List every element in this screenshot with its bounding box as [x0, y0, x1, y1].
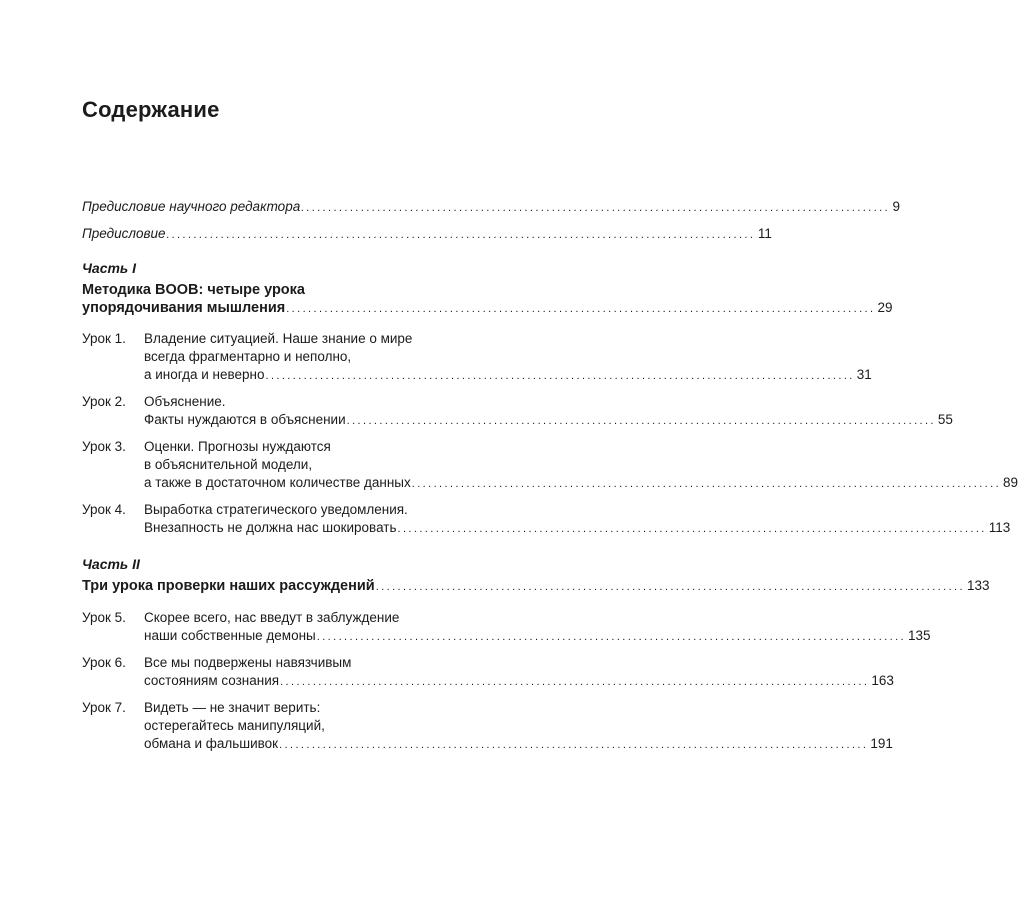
- toc-entry-part-1[interactable]: [82, 299, 893, 318]
- toc-page-number: 29: [877, 300, 893, 315]
- part-2-label: Часть II: [82, 556, 140, 572]
- toc-page-number: 89: [1003, 475, 1018, 490]
- toc-entry-text: состояниям сознания: [144, 673, 280, 688]
- lesson-number: Урок 7.: [82, 700, 126, 715]
- lesson-number: Урок 4.: [82, 502, 126, 517]
- toc-entry-text: Внезапность не должна нас шокировать: [144, 520, 397, 535]
- part-1-title[interactable]: Методика BOOB: четыре урока: [82, 282, 305, 298]
- dot-leader: ............................................................................................................: [286, 303, 876, 315]
- toc-page-number: 135: [908, 628, 931, 643]
- toc-entry-text: наши собственные демоны: [144, 628, 316, 643]
- lesson-title-line: Выработка стратегического уведомления.: [144, 502, 408, 517]
- lesson-number: Урок 6.: [82, 655, 126, 670]
- lesson-title-line: в объяснительной модели,: [144, 457, 313, 472]
- toc-entry-lesson-1[interactable]: [144, 366, 872, 385]
- toc-entry-lesson-4[interactable]: [144, 519, 1011, 538]
- lesson-title-line: Объяснение.: [144, 394, 226, 409]
- toc-entry-text: Предисловие: [82, 226, 166, 241]
- dot-leader: ............................................................................................................: [280, 676, 870, 688]
- toc-entry-part-2[interactable]: [82, 577, 990, 596]
- dot-leader: ............................................................................................................: [375, 581, 965, 593]
- lesson-title-line: всегда фрагментарно и неполно,: [144, 349, 352, 364]
- toc-page-number: 31: [856, 367, 872, 382]
- part-1-label: Часть I: [82, 260, 137, 276]
- lesson-title-line: Все мы подвержены навязчивым: [144, 655, 352, 670]
- toc-page-number: 163: [871, 673, 894, 688]
- toc-entry-lesson-5[interactable]: [144, 627, 931, 646]
- dot-leader: ............................................................................................................: [316, 631, 907, 643]
- toc-entry-text: а также в достаточном количестве данных: [144, 475, 411, 490]
- dot-leader: ............................................................................................................: [411, 478, 1002, 490]
- toc-entry-text: Три урока проверки наших рассуждений: [82, 578, 375, 594]
- page-title: Содержание: [82, 97, 220, 122]
- lesson-title-line: остерегайтесь манипуляций,: [144, 718, 325, 733]
- lesson-number: Урок 5.: [82, 610, 126, 625]
- dot-leader: ............................................................................................................: [301, 202, 891, 214]
- lesson-number: Урок 1.: [82, 331, 126, 346]
- toc-page-number: 113: [988, 520, 1011, 535]
- dot-leader: ............................................................................................................: [279, 739, 869, 751]
- toc-page-number: 11: [757, 226, 772, 241]
- toc-page-number: 191: [870, 736, 893, 751]
- toc-entry-lesson-6[interactable]: [144, 672, 894, 691]
- toc-page-number: 133: [966, 578, 990, 593]
- dot-leader: ............................................................................................................: [265, 370, 855, 382]
- toc-entry-lesson-3[interactable]: [144, 474, 1018, 493]
- lesson-number: Урок 3.: [82, 439, 126, 454]
- toc-entry-text: упорядочивания мышления: [82, 300, 286, 316]
- dot-leader: ............................................................................................................: [346, 415, 936, 427]
- toc-entry-preface[interactable]: [82, 225, 772, 244]
- dot-leader: ............................................................................................................: [166, 229, 756, 241]
- dot-leader: ............................................................................................................: [397, 523, 987, 535]
- lesson-number: Урок 2.: [82, 394, 126, 409]
- lesson-title-line: Владение ситуацией. Наше знание о мире: [144, 331, 413, 346]
- toc-entry-lesson-2[interactable]: [144, 411, 953, 430]
- toc-page-number: 55: [937, 412, 953, 427]
- toc-entry-text: а иногда и неверно: [144, 367, 265, 382]
- toc-entry-text: Факты нуждаются в объяснении: [144, 412, 346, 427]
- lesson-title-line: Оценки. Прогнозы нуждаются: [144, 439, 331, 454]
- lesson-title-line: Видеть — не значит верить:: [144, 700, 321, 715]
- toc-entry-text: обмана и фальшивок: [144, 736, 279, 751]
- toc-entry-text: Предисловие научного редактора: [82, 199, 301, 214]
- lesson-title-line: Скорее всего, нас введут в заблуждение: [144, 610, 400, 625]
- toc-entry-editor-preface[interactable]: [82, 198, 900, 217]
- toc-page-number: 9: [892, 199, 900, 214]
- toc-entry-lesson-7[interactable]: [144, 735, 893, 754]
